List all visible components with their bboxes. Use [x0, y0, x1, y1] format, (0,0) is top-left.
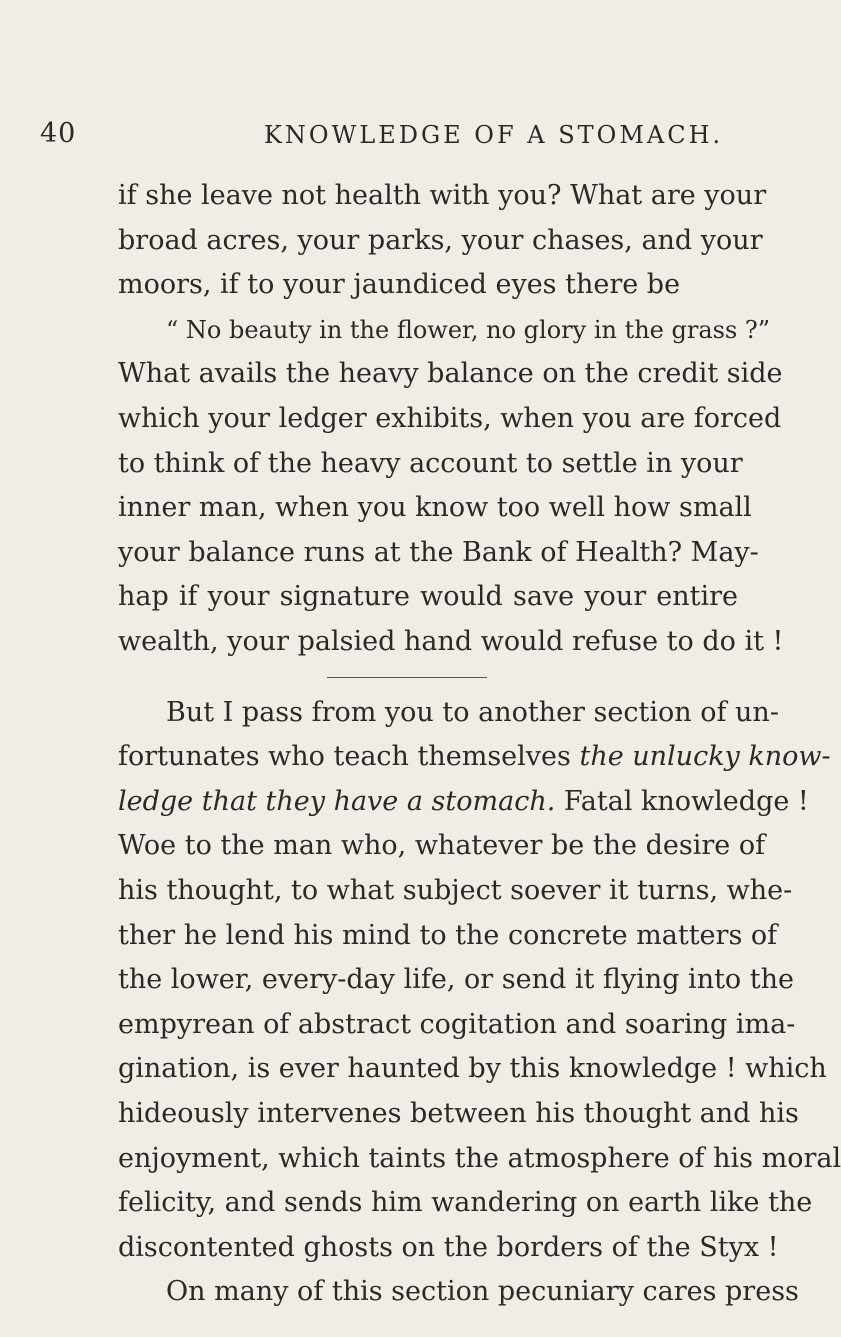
text-line: his thought, to what subject soever it turns, whe- [118, 875, 793, 906]
text-line: But I pass from you to another section of un- [166, 696, 779, 728]
page-header [40, 118, 760, 158]
text-line [118, 785, 809, 818]
text-line: hideously intervenes between his thought and his [118, 1098, 799, 1129]
quoted-verse: “ No beauty in the flower, no glory in the grass ?” [166, 315, 771, 344]
page-number: 40 [40, 118, 77, 149]
text-line: felicity, and sends him wandering on earth like the [118, 1187, 813, 1219]
text-line: inner man, when you know too well how small [118, 492, 752, 524]
text-line: broad acres, your parks, your chases, and your [118, 224, 763, 256]
text-line: if she leave not health with you? What are your [118, 180, 767, 211]
text-line [118, 741, 831, 773]
text-line: gination, is ever haunted by this knowledge ! which [118, 1053, 827, 1085]
text-line: discontented ghosts on the borders of the Styx ! [118, 1231, 779, 1263]
text-line: What avails the heavy balance on the credit side [118, 358, 783, 390]
text-line: hap if your signature would save your entire [118, 581, 738, 613]
text-span: Fatal knowledge ! [555, 785, 809, 817]
text-line: On many of this section pecuniary cares press [166, 1276, 799, 1308]
running-title: KNOWLEDGE OF A STOMACH. [264, 121, 724, 149]
text-line: the lower, every-day life, or send it flying into the [118, 964, 794, 996]
text-line: enjoyment, which taints the atmosphere of his moral [118, 1142, 841, 1174]
text-line: which your ledger exhibits, when you are forced [118, 403, 782, 434]
italic-phrase: the unlucky know- [579, 741, 831, 773]
text-line: to think of the heavy account to settle in your [118, 447, 743, 479]
text-line: empyrean of abstract cogitation and soaring ima- [118, 1008, 796, 1040]
text-span: fortunates who teach themselves [118, 741, 580, 773]
text-line: Woe to the man who, whatever be the desire of [118, 830, 766, 862]
italic-phrase: ledge that they have a stomach. [118, 785, 556, 817]
section-divider [327, 677, 487, 678]
text-line: wealth, your palsied hand would refuse to do it ! [118, 626, 784, 657]
text-line: your balance runs at the Bank of Health? May- [118, 536, 759, 568]
text-line: ther he lend his mind to the concrete matters of [118, 919, 778, 951]
text-line: moors, if to your jaundiced eyes there be [118, 269, 681, 301]
